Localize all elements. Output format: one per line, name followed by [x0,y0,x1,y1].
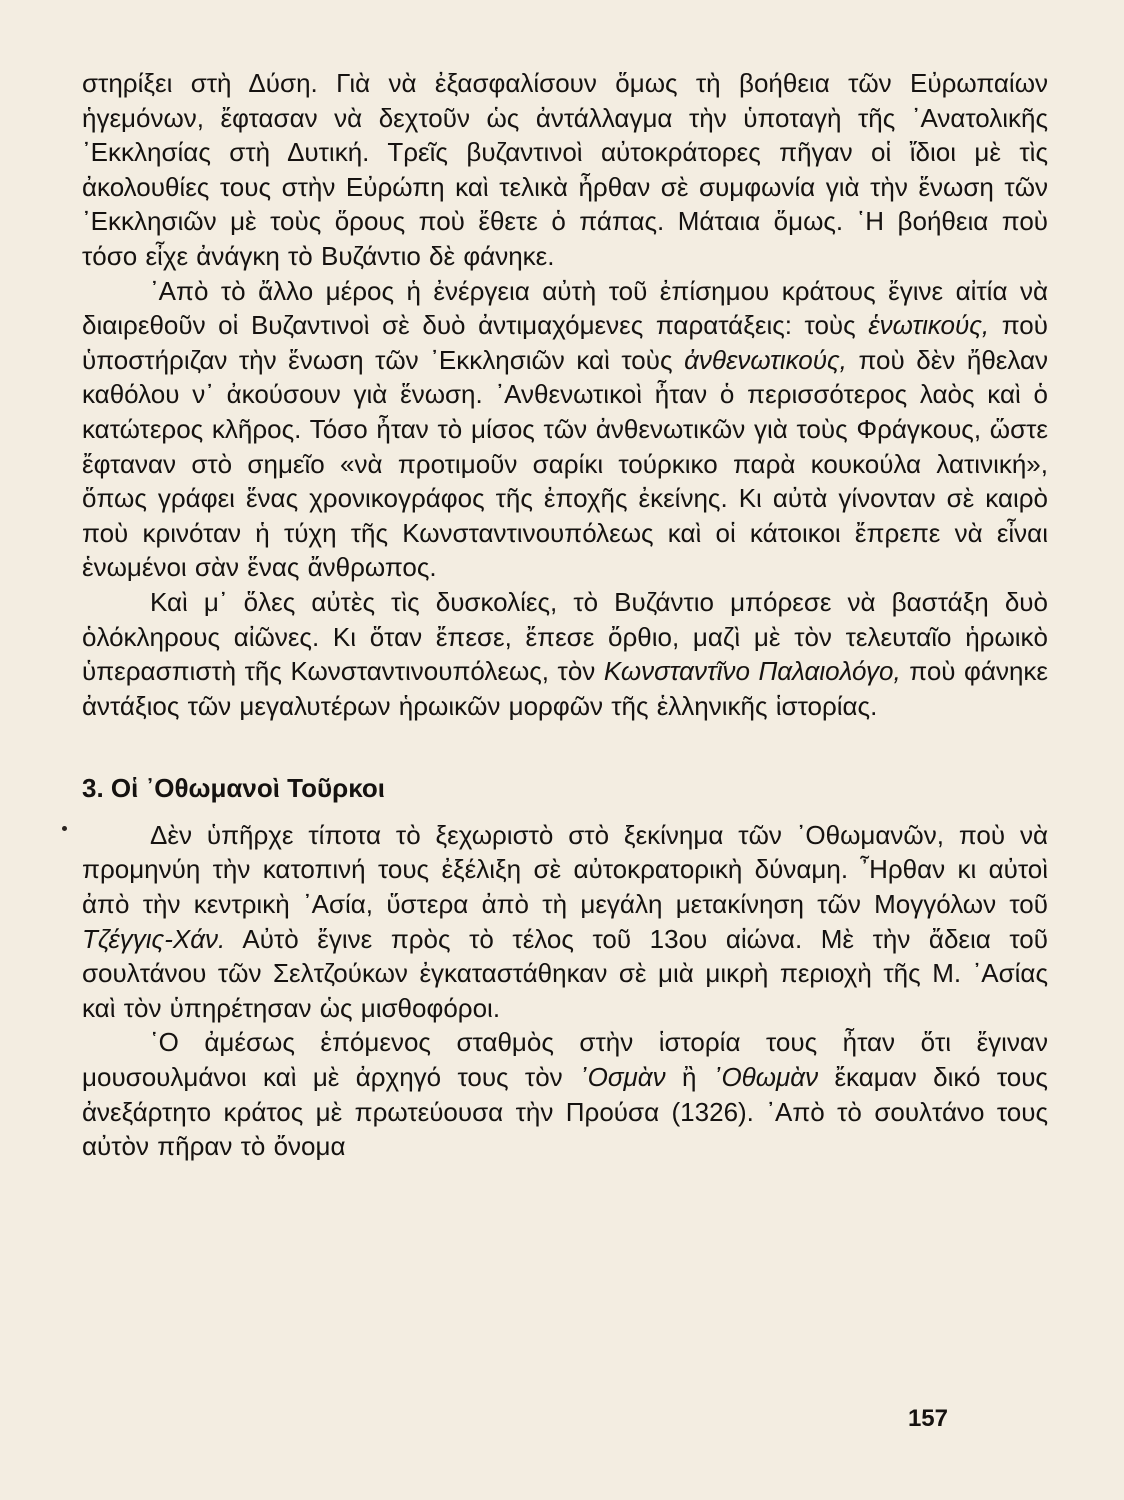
italic-term-enotikous: ἑνωτικούς, [868,310,990,341]
text-segment: Αὐτὸ ἔγινε πρὸς τὸ τέλος τοῦ 13ου αἰώνα. Μὲ τὴν ἄδεια τοῦ σουλτάνου τῶν Σελτζούκων ἐγκαταστάθηκαν σὲ μιὰ μικρὴ περιοχὴ τῆς Μ. ᾽Ασίας καὶ τὸν ὑπηρέτησαν ὡς μισθοφόροι. [82,923,1048,1023]
text-segment: ῾Ο ἀμέσως ἑπόμενος σταθμὸς στὴν ἱστορία τους ἦταν ὅτι ἔγιναν μουσουλμάνοι καὶ μὲ ἀρχηγό τους τὸν [82,1027,1048,1093]
text-segment: ποὺ ὑποστήριζαν τὴν ἕνωση τῶν ᾽Εκκλησιῶν καὶ τοὺς [82,310,1048,375]
text-segment: ποὺ δὲν ἤθελαν καθόλου ν᾽ ἀκούσουν γιὰ ἕνωση. ᾽Ανθενωτικοὶ ἦταν ὁ περισσότερος λαὸς καὶ ὁ κατώτερος κλῆρος. Τόσο ἦταν τὸ μίσος τῶν ἀνθενωτικῶν γιὰ τοὺς Φράγκους, ὥστε ἔφταναν στὸ σημεῖο «νὰ προτιμοῦν σαρίκι τούρκικο παρὰ κουκούλα λατινική», ὅπως γράφει ἕνας χρονικογράφος τῆς ἐποχῆς ἐκείνης. Κι αὐτὰ γίνονταν σὲ καιρὸ ποὺ κρινόταν ἡ τύχη τῆς Κωνσταντινουπόλεως καὶ οἱ κάτοικοι ἔπρεπε νὰ εἶναι ἑνωμένοι σὰν ἕνας ἄνθρωπος. [82,344,1049,583]
text-segment: ποὺ φάνηκε ἀντάξιος τῶν μεγαλυτέρων ἡρωικῶν μορφῶν τῆς ἑλληνικῆς ἱστορίας. [82,656,1048,721]
section-heading: 3. Οἱ ᾽Οθωμανοὶ Τοῦρκοι [82,773,385,804]
page-number: 157 [907,1405,948,1432]
paragraph-5 [82,1025,1048,1163]
italic-name-tzengis-chan: Τζέγγις-Χάν. [82,923,226,954]
text-segment: Καὶ μ᾽ ὅλες αὐτὲς τὶς δυσκολίες, τὸ Βυζάντιο μπόρεσε νὰ βαστάξη δυὸ ὁλόκληρους αἰῶνες. Κι ὅταν ἔπεσε, ἔπεσε ὄρθιο, μαζὶ μὲ τὸν τελευταῖο ἡρωικὸ ὑπερασπιστὴ τῆς Κωνσταντινουπόλεως, τὸν [82,586,1048,687]
text-segment: ἢ [665,1062,713,1093]
margin-dot [62,826,67,831]
italic-term-anthenotikous: ἀνθενωτικούς, [684,344,847,375]
page-body [82,66,1048,1164]
text-segment: στηρίξει στὴ Δύση. Γιὰ νὰ ἐξασφαλίσουν ὅμως τὴ βοήθεια τῶν Εὐρωπαίων ἡγεμόνων, ἔφτασαν νὰ δεχτοῦν ὡς ἀντάλλαγμα τὴν ὑποταγὴ τῆς ᾽Ανατολικῆς ᾽Εκκλησίας στὴ Δυτική. Τρεῖς βυζαντινοὶ αὐτοκράτορες πῆγαν οἱ ἴδιοι μὲ τὶς ἀκολουθίες τους στὴν Εὐρώπη καὶ τελικὰ ἦρθαν σὲ συμφωνία γιὰ τὴν ἕνωση τῶν ᾽Εκκλησιῶν μὲ τοὺς ὅρους ποὺ ἔθετε ὁ πάπας. Μάταια ὅμως. ῾Η βοήθεια ποὺ τόσο εἶχε ἀνάγκη τὸ Βυζάντιο δὲ φάνηκε. [82,68,1048,271]
italic-name-othoman: ᾽Οθωμὰν [712,1062,819,1093]
italic-name-konstantinos: Κωνσταντῖνο Παλαιολόγο, [603,656,901,687]
paragraph-4 [82,818,1048,1026]
text-segment: ᾽Απὸ τὸ ἄλλο μέρος ἡ ἐνέργεια αὐτὴ τοῦ ἐπίσημου κράτους ἔγινε αἰτία νὰ διαιρεθοῦν οἱ Βυζαντινοὶ σὲ δυὸ ἀντιμαχόμενες παρατάξεις: τοὺς [82,275,1048,341]
text-segment: Δὲν ὑπῆρχε τίποτα τὸ ξεχωριστὸ στὸ ξεκίνημα τῶν ᾽Οθωμανῶν, ποὺ νὰ προμηνύη τὴν κατοπινή τους ἐξέλιξη σὲ αὐτοκρατορικὴ δύναμη. ῏Ηρθαν κι αὐτοὶ ἀπὸ τὴν κεντρικὴ ᾽Ασία, ὕστερα ἀπὸ τὴ μεγάλη μετακίνηση τῶν Μογγόλων τοῦ [82,819,1048,920]
italic-name-osman: ᾽Οσμὰν [579,1062,666,1093]
paragraph-2 [82,274,1048,585]
paragraph-3 [82,585,1048,723]
paragraph-1 [82,66,1048,274]
text-segment: ἔκαμαν δικό τους ἀνεξάρτητο κράτος μὲ πρωτεύουσα τὴν Προύσα (1326). ᾽Απὸ τὸ σουλτάνο τους αὐτὸν πῆραν τὸ ὄνομα [82,1062,1048,1162]
